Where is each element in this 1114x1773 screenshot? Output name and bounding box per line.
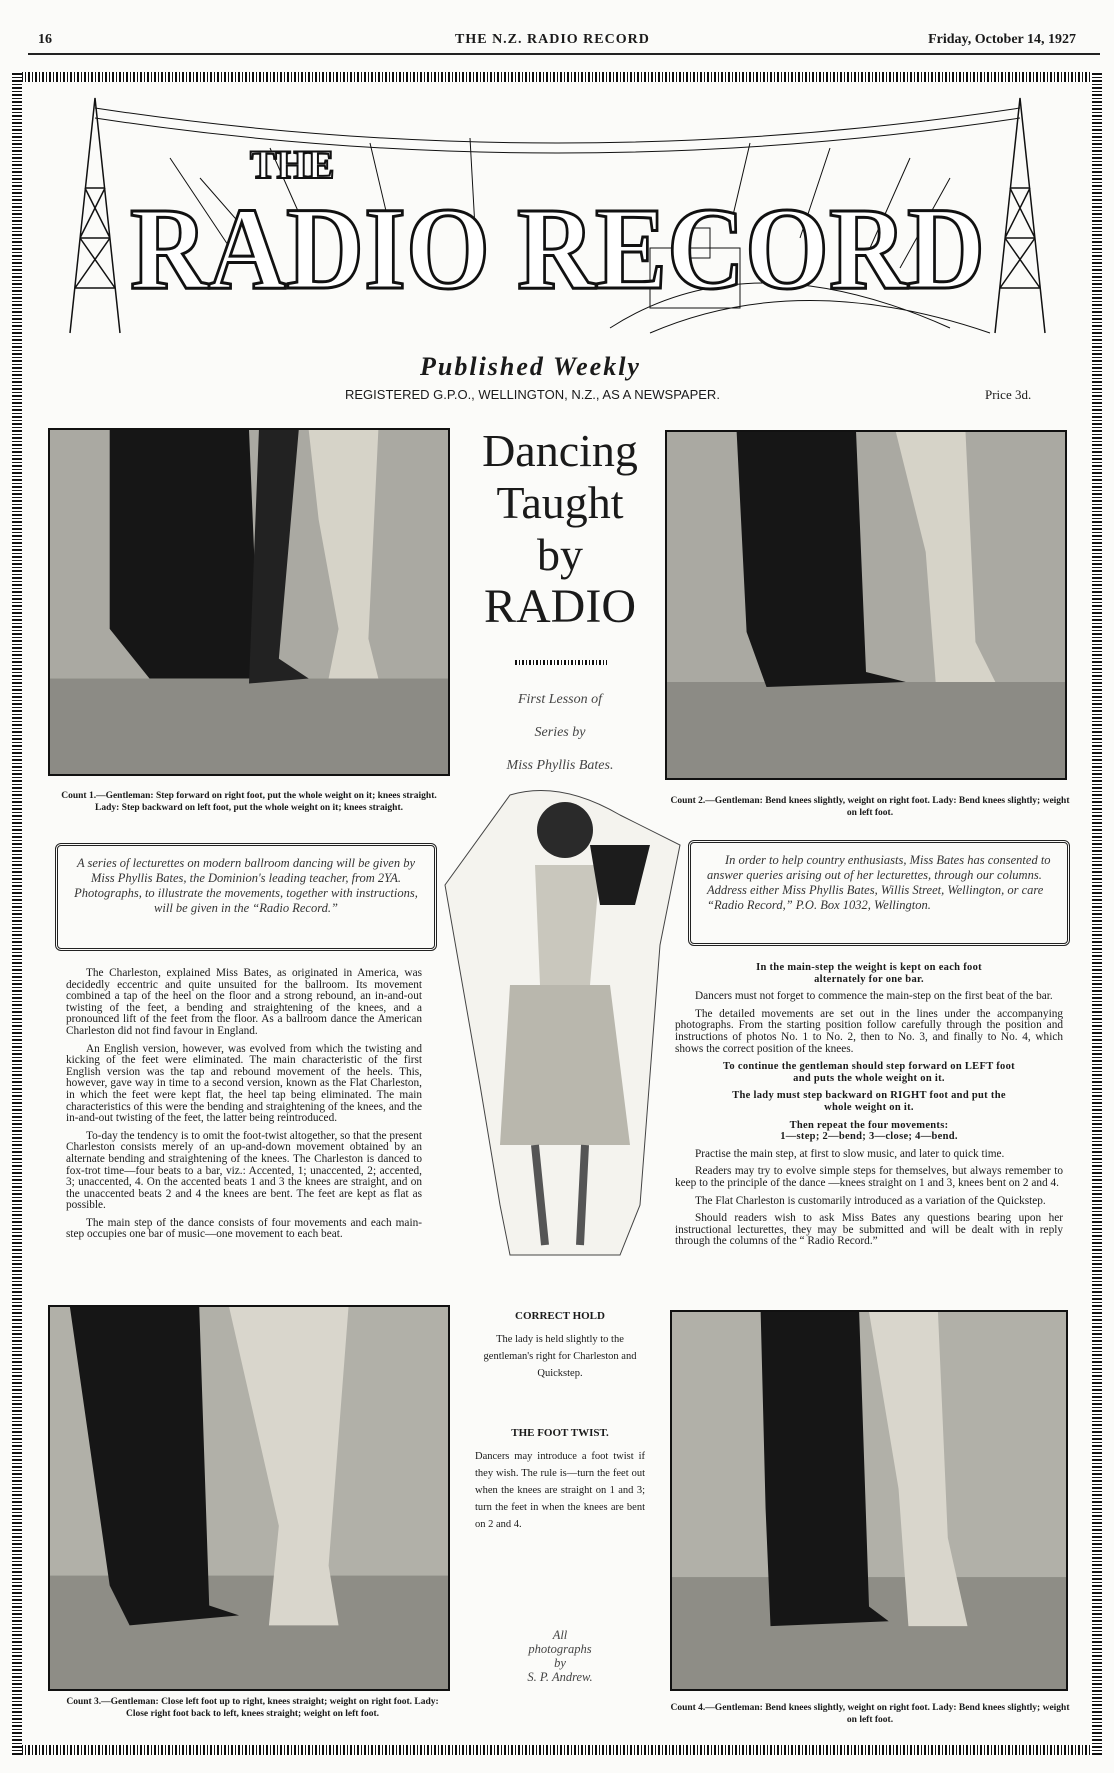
bottom-border bbox=[14, 1745, 1100, 1755]
article-body-right: In the main-step the weight is kept on each foot alternately for one bar. Dancers must not forget to commence the main-step on the first beat of the bar. The detailed movements are set out in the lines under the accompanying photographs. From the starting position follow carefully through the position and instructions of photos No. 1 to No. 2, then to No. 3, and finally to No. 4, which shows the correct position of the knees. To continue the gentleman should step forward on LEFT foot and puts the whole weight on it. The lady must step backward on RIGHT foot and put the whole weight on it. Then repeat the four movements: 1—step; 2—bend; 3—close; 4—bend. Practise the main step, at first to slow music, and later to quick time. Readers may try to evolve simple steps for themselves, but always remember to keep to the principle of the dance —knees straight on 1 and 3, knees bent on 2 and 4. The Flat Charleston is customarily introduced as a variation of the Quickstep. Should readers wish to ask Miss Bates any questions bearing upon her instructional lecturettes, they may be submitted and will be dealt with in reply through the columns of the “ Radio Record.” bbox=[675, 962, 1063, 1248]
caption-count-2: Count 2.—Gentleman: Bend knees slightly, weight on right foot. Lady: Bend knees slightly; weight on left foot. bbox=[670, 796, 1070, 818]
publication-name: THE N.Z. RADIO RECORD bbox=[455, 32, 650, 47]
photo-credit: All photographs by S. P. Andrew. bbox=[527, 1628, 593, 1684]
byline-1: First Lesson of bbox=[517, 692, 602, 707]
caption-count-1: Count 1.—Gentleman: Step forward on right foot, put the whole weight on it; knees straight. Lady: Step backward on left foot, put the whole weight on it; knees straight. bbox=[61, 791, 437, 813]
article-body-left: The Charleston, explained Miss Bates, as originated in America, was decidedly eccentric and quite unsuited for the ballroom. Its movement combined a tap of the heel on the floor and a strong rebound, an in-and-out twisting of the feet, a bending and straightening of the knees, and a pronounced lift of the feet from the floor. As a ballroom dance the American Charleston did not find favour in England. An English version, however, was evolved from which the twisting and kicking of the feet were eliminated. The main characteristic of the first English version was the tap and rebound movement of the heels. This, however, gave way in time to a second version, known as the Flat Charleston, in which the feet were kept flat, the heel tap being eliminated. The main characteristics of this were the bending and straightening of the knees, and the in-and-out twisting of the feet, the latter being reintroduced. To-day the tendency is to omit the foot-twist altogether, so that the present Charleston consists merely of an up-and-down movement obtained by an alternate bending and straightening of the knees. The Charleston is danced to fox-trot time—four beats to a bar, viz.: Accented, 1; unaccented, 2; accented, 3; unaccented, 4. On the accented beats 1 and 3 the knees are straight, and on the unaccented beats 2 and 4 the knees are bent. The feet are kept as flat as possible. The main step of the dance consists of four movements and each main-step occupies one bar of music—one movement to each beat. bbox=[66, 967, 423, 1241]
masthead-logo bbox=[50, 88, 1065, 338]
byline-2: Series by bbox=[534, 725, 586, 740]
correct-hold: CORRECT HOLD The lady is held slightly to the gentleman's right for Charleston and Quickstep. bbox=[483, 1310, 637, 1379]
photo-count-2 bbox=[665, 430, 1067, 780]
intro-box: A series of lecturettes on modern ballroom dancing will be given by Miss Phyllis Bates, the Dominion's leading teacher, from 2YA. Photographs, to illustrate the movements, together with instructions, will be given in the “Radio Record.” bbox=[55, 843, 437, 951]
queries-box: In order to help country enthusiasts, Miss Bates has consented to answer queries arising out of her lecturettes, through our columns. Address either Miss Phyllis Bates, Willis Street, Wellington, or care “Radio Record,” P.O. Box 1032, Wellington. bbox=[688, 840, 1070, 946]
photo-count-3 bbox=[48, 1305, 450, 1691]
caption-count-4: Count 4.—Gentleman: Bend knees slightly, weight on right foot. Lady: Bend knees slightly; weight on left foot. bbox=[670, 1703, 1070, 1725]
header-rule bbox=[28, 53, 1100, 55]
issue-date: Friday, October 14, 1927 bbox=[928, 32, 1076, 47]
right-border bbox=[1092, 72, 1102, 1755]
byline-3: Miss Phyllis Bates. bbox=[506, 758, 614, 773]
photo-count-1 bbox=[48, 428, 450, 776]
masthead-the: THE bbox=[250, 142, 335, 187]
top-border bbox=[14, 72, 1100, 82]
left-border bbox=[12, 72, 22, 1755]
published-weekly: Published Weekly bbox=[420, 352, 641, 381]
masthead-title: RADIO RECORD bbox=[130, 183, 985, 314]
price: Price 3d. bbox=[985, 387, 1032, 402]
page-number: 16 bbox=[38, 32, 52, 47]
registration-notice: REGISTERED G.P.O., WELLINGTON, N.Z., AS A NEWSPAPER. bbox=[345, 387, 720, 402]
photo-count-4 bbox=[670, 1310, 1068, 1691]
article-title: Dancing Taught by RADIO bbox=[482, 425, 638, 633]
caption-count-3: Count 3.—Gentleman: Close left foot up to right, knees straight; weight on right foot. Lady: Close right foot back to left, knees straight; weight on left foot. bbox=[66, 1697, 439, 1719]
photo-correct-hold bbox=[440, 785, 690, 1265]
title-ornament bbox=[515, 660, 607, 665]
foot-twist: THE FOOT TWIST. Dancers may introduce a foot twist if they wish. The rule is—turn the feet out when the knees are straight on 1 and 3; turn the feet in when the knees are bent on 2 and 4. bbox=[475, 1427, 645, 1530]
